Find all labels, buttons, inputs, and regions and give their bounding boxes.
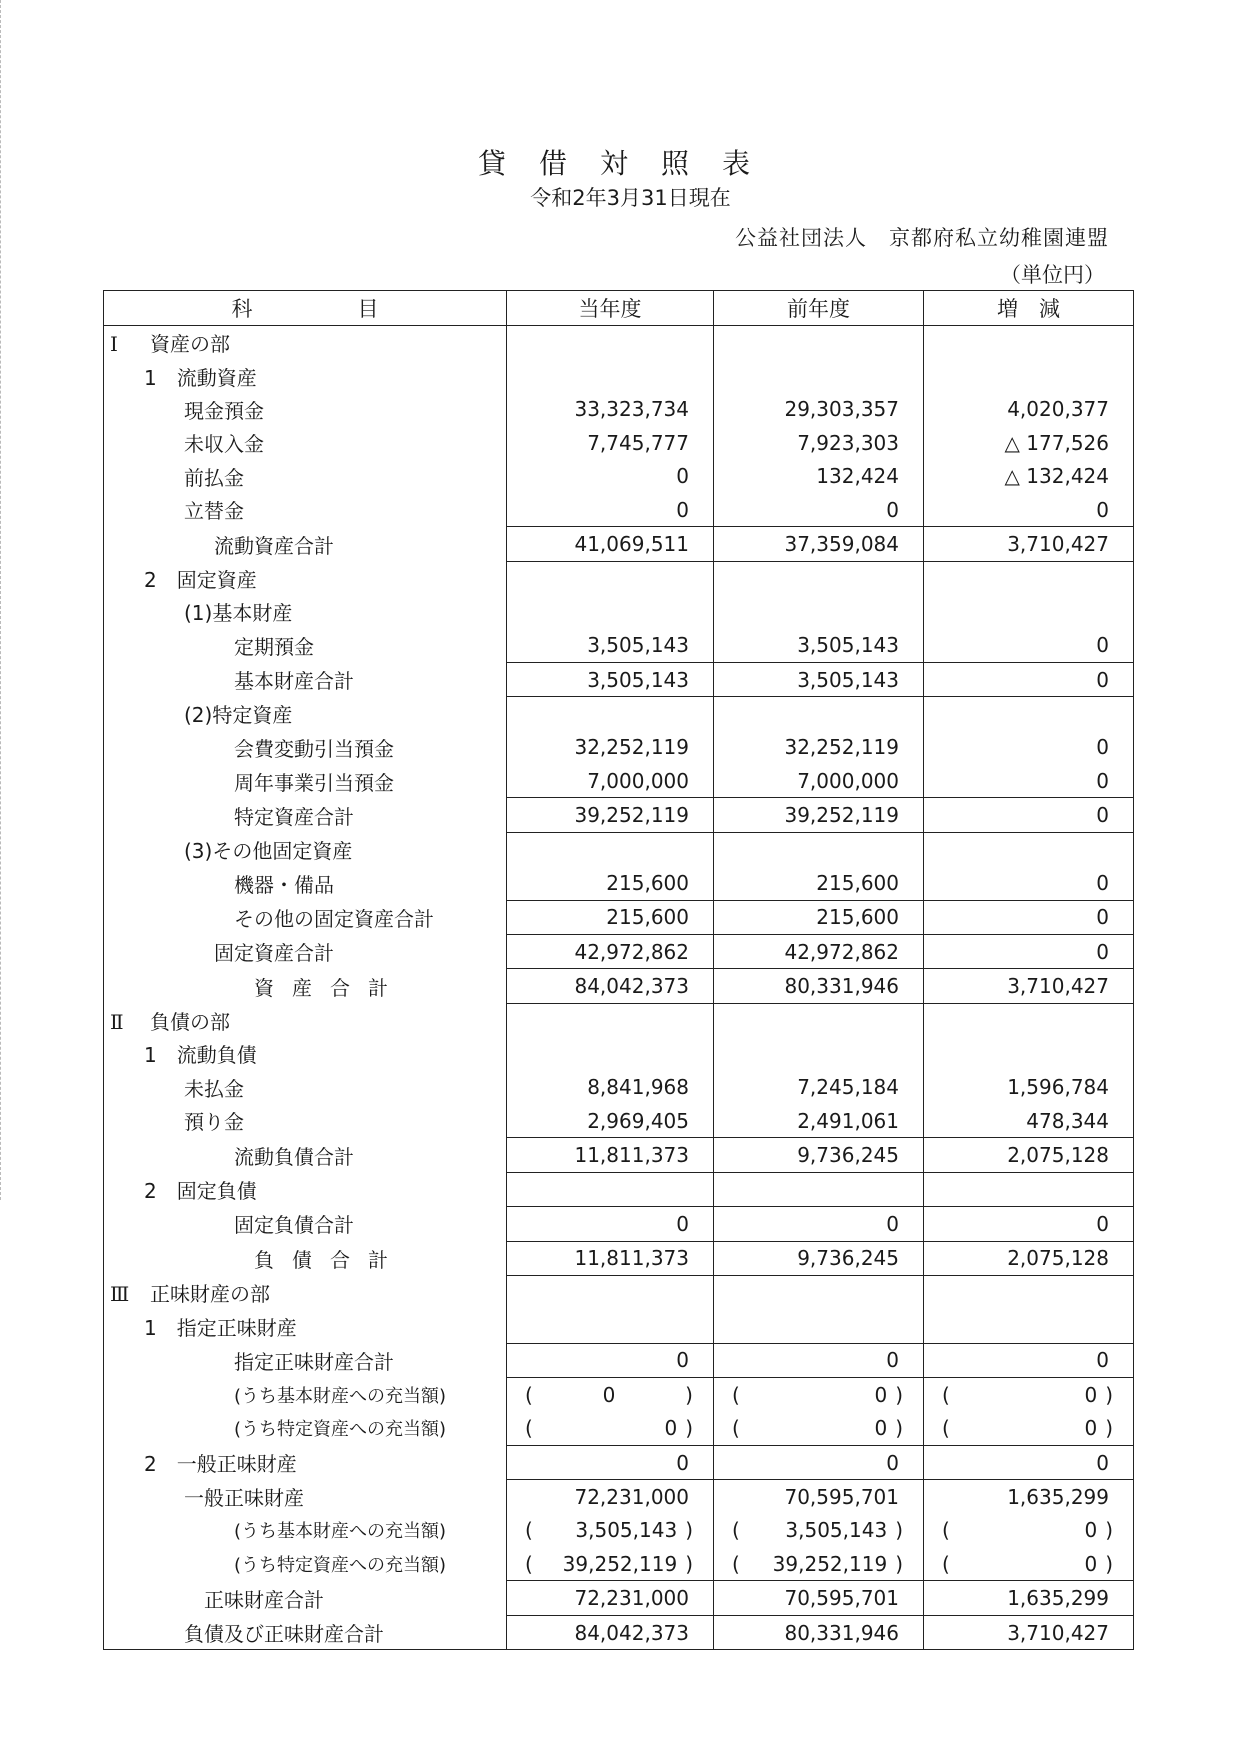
cell-previous: 7,245,184 <box>714 1071 924 1104</box>
paren-value: 0 <box>1084 1551 1098 1576</box>
table-row <box>104 731 1134 764</box>
row-label: (2)特定資産 <box>104 697 507 731</box>
cell-current: 39,252,119 <box>507 798 714 832</box>
cell-change: ( 0 ) <box>924 1412 1134 1446</box>
table-row <box>104 1445 1134 1479</box>
table-row <box>104 1547 1134 1581</box>
table-row <box>104 1104 1134 1138</box>
cell-previous: 0 <box>714 1343 924 1377</box>
table-row-subtotal <box>104 935 1134 969</box>
row-label: 機器・備品 <box>104 866 507 900</box>
row-label: 流動資産合計 <box>104 527 507 561</box>
document-date: 令和2年3月31日現在 <box>530 186 731 210</box>
row-label: (1)基本財産 <box>104 595 507 628</box>
row-label: 1 指定正味財産 <box>104 1309 507 1343</box>
cell-change: 4,020,377 <box>924 393 1134 426</box>
paren-value: 0 <box>664 1416 678 1441</box>
table-row-total <box>104 1615 1134 1649</box>
cell-previous <box>714 697 924 731</box>
table-row <box>104 629 1134 663</box>
cell-current: 41,069,511 <box>507 527 714 561</box>
cell-current: 33,323,734 <box>507 393 714 426</box>
table-row-subtotal <box>104 1138 1134 1172</box>
header-item: 科 目 <box>104 291 507 326</box>
table-header-row <box>104 291 1134 326</box>
cell-previous: ( 0 ) <box>714 1378 924 1412</box>
table-row-total <box>104 1241 1134 1275</box>
cell-current: 11,811,373 <box>507 1241 714 1275</box>
cell-previous: 132,424 <box>714 460 924 493</box>
row-label: 未払金 <box>104 1071 507 1104</box>
section-label: 資産の部 <box>150 332 230 357</box>
cell-current <box>507 1275 714 1309</box>
table-row-subtotal <box>104 527 1134 561</box>
cell-previous: 70,595,701 <box>714 1480 924 1514</box>
cell-current: 11,811,373 <box>507 1138 714 1172</box>
cell-previous <box>714 561 924 595</box>
cell-change: ( 0 ) <box>924 1378 1134 1412</box>
table-row-subtotal <box>104 1207 1134 1241</box>
cell-change: 1,635,299 <box>924 1480 1134 1514</box>
cell-previous: 2,491,061 <box>714 1104 924 1138</box>
cell-previous <box>714 1309 924 1343</box>
table-row <box>104 866 1134 900</box>
row-label: 会費変動引当預金 <box>104 731 507 764</box>
cell-current: 84,042,373 <box>507 1615 714 1649</box>
cell-change: 0 <box>924 662 1134 696</box>
cell-change: 478,344 <box>924 1104 1134 1138</box>
cell-change: 1,596,784 <box>924 1071 1134 1104</box>
cell-change: 0 <box>924 1445 1134 1479</box>
cell-change: 0 <box>924 866 1134 900</box>
header-change: 増 減 <box>924 291 1134 326</box>
cell-previous <box>714 359 924 392</box>
table-row <box>104 697 1134 731</box>
cell-previous <box>714 595 924 628</box>
cell-change: 3,710,427 <box>924 969 1134 1003</box>
cell-previous: ( 0 ) <box>714 1412 924 1446</box>
section-label: 負債の部 <box>150 1009 230 1034</box>
row-label: その他の固定資産合計 <box>104 900 507 934</box>
table-row-subtotal <box>104 798 1134 832</box>
cell-previous: 9,736,245 <box>714 1138 924 1172</box>
cell-current: 2,969,405 <box>507 1104 714 1138</box>
row-label: (3)その他固定資産 <box>104 832 507 866</box>
unit-label: （単位円） <box>1000 263 1105 287</box>
cell-change: 0 <box>924 1207 1134 1241</box>
cell-previous: 39,252,119 <box>714 798 924 832</box>
cell-current <box>507 1003 714 1037</box>
paren-value: 39,252,119 <box>772 1551 888 1576</box>
row-label: 2 固定負債 <box>104 1172 507 1206</box>
cell-current: 3,505,143 <box>507 662 714 696</box>
cell-current: ( 0 ) <box>507 1378 714 1412</box>
cell-current: ( 39,252,119 ) <box>507 1547 714 1581</box>
cell-previous: 215,600 <box>714 900 924 934</box>
cell-change: 1,635,299 <box>924 1581 1134 1615</box>
cell-previous <box>714 1275 924 1309</box>
table-row <box>104 1309 1134 1343</box>
row-label: 2 固定資産 <box>104 561 507 595</box>
cell-current: 84,042,373 <box>507 969 714 1003</box>
cell-change <box>924 1037 1134 1070</box>
cell-change <box>924 697 1134 731</box>
cell-previous: 70,595,701 <box>714 1581 924 1615</box>
row-label: 正味財産合計 <box>104 1581 507 1615</box>
table-row-total <box>104 969 1134 1003</box>
table-row <box>104 426 1134 459</box>
header-current: 当年度 <box>507 291 714 326</box>
table-row <box>104 1514 1134 1547</box>
cell-change: 0 <box>924 764 1134 798</box>
row-label: 流動負債合計 <box>104 1138 507 1172</box>
table-row <box>104 764 1134 798</box>
table-row <box>104 561 1134 595</box>
paren-value: 0 <box>602 1382 616 1407</box>
table-row <box>104 1037 1134 1070</box>
cell-change <box>924 326 1134 360</box>
table-row <box>104 1378 1134 1412</box>
cell-current: 72,231,000 <box>507 1581 714 1615</box>
paren-value: 39,252,119 <box>562 1551 678 1576</box>
table-row-subtotal <box>104 900 1134 934</box>
paren-value: 0 <box>1084 1416 1098 1441</box>
row-label: 固定負債合計 <box>104 1207 507 1241</box>
cell-previous: 7,000,000 <box>714 764 924 798</box>
row-label: 定期預金 <box>104 629 507 663</box>
row-label: 負債及び正味財産合計 <box>104 1615 507 1649</box>
cell-current <box>507 697 714 731</box>
row-label: 固定資産合計 <box>104 935 507 969</box>
row-label: 一般正味財産 <box>104 1480 507 1514</box>
cell-change: 0 <box>924 493 1134 527</box>
cell-change: 0 <box>924 900 1134 934</box>
paren-value: 3,505,143 <box>785 1518 888 1543</box>
cell-previous <box>714 326 924 360</box>
cell-current <box>507 1309 714 1343</box>
cell-change: 2,075,128 <box>924 1241 1134 1275</box>
section-label: 正味財産の部 <box>150 1281 270 1306</box>
row-label: 負債合計 <box>104 1241 507 1275</box>
cell-current: 32,252,119 <box>507 731 714 764</box>
row-label: 2 一般正味財産 <box>104 1445 507 1479</box>
row-label: 資産合計 <box>104 969 507 1003</box>
cell-current: 0 <box>507 1343 714 1377</box>
cell-previous: 7,923,303 <box>714 426 924 459</box>
cell-current: 7,000,000 <box>507 764 714 798</box>
cell-change: ( 0 ) <box>924 1547 1134 1581</box>
cell-current: ( 0 ) <box>507 1412 714 1446</box>
row-label: 立替金 <box>104 493 507 527</box>
cell-change: 3,710,427 <box>924 1615 1134 1649</box>
paren-value: 0 <box>874 1382 888 1407</box>
section-numeral: Ⅰ <box>110 332 118 357</box>
cell-previous: 29,303,357 <box>714 393 924 426</box>
cell-change <box>924 595 1134 628</box>
cell-previous <box>714 832 924 866</box>
cell-change: 0 <box>924 798 1134 832</box>
cell-current: 72,231,000 <box>507 1480 714 1514</box>
row-label: 未収入金 <box>104 426 507 459</box>
paren-value: 0 <box>874 1416 888 1441</box>
paren-value: 0 <box>1084 1518 1098 1543</box>
cell-current: 3,505,143 <box>507 629 714 663</box>
cell-current: 8,841,968 <box>507 1071 714 1104</box>
row-label: 特定資産合計 <box>104 798 507 832</box>
cell-previous <box>714 1037 924 1070</box>
cell-change: △ 132,424 <box>924 460 1134 493</box>
row-label: 前払金 <box>104 460 507 493</box>
cell-change: 0 <box>924 731 1134 764</box>
row-label <box>104 1275 507 1309</box>
row-label: 現金預金 <box>104 393 507 426</box>
table-row <box>104 493 1134 527</box>
cell-previous: ( 39,252,119 ) <box>714 1547 924 1581</box>
table-row <box>104 595 1134 628</box>
cell-previous: 0 <box>714 1207 924 1241</box>
cell-current: 0 <box>507 460 714 493</box>
row-label: (うち基本財産への充当額) <box>104 1514 507 1547</box>
cell-previous: 37,359,084 <box>714 527 924 561</box>
cell-change <box>924 1275 1134 1309</box>
row-label: (うち特定資産への充当額) <box>104 1547 507 1581</box>
cell-change: 0 <box>924 629 1134 663</box>
cell-current <box>507 1037 714 1070</box>
cell-current <box>507 359 714 392</box>
cell-current <box>507 832 714 866</box>
cell-current <box>507 561 714 595</box>
cell-previous: 3,505,143 <box>714 629 924 663</box>
cell-change <box>924 359 1134 392</box>
cell-change: 0 <box>924 1343 1134 1377</box>
section-numeral: Ⅲ <box>110 1281 130 1306</box>
cell-current: 42,972,862 <box>507 935 714 969</box>
cell-previous: 80,331,946 <box>714 1615 924 1649</box>
balance-sheet-table <box>103 290 1134 1650</box>
organization-name: 公益社団法人 京都府私立幼稚園連盟 <box>735 226 1109 250</box>
cell-change <box>924 1003 1134 1037</box>
row-label: 1 流動資産 <box>104 359 507 392</box>
section-numeral: Ⅱ <box>110 1009 124 1034</box>
row-label: 指定正味財産合計 <box>104 1343 507 1377</box>
cell-current: 0 <box>507 493 714 527</box>
cell-previous: 0 <box>714 1445 924 1479</box>
table-row-subtotal <box>104 662 1134 696</box>
cell-change <box>924 561 1134 595</box>
table-row <box>104 832 1134 866</box>
row-label: 基本財産合計 <box>104 662 507 696</box>
table-row <box>104 1003 1134 1037</box>
table-row <box>104 326 1134 360</box>
table-row <box>104 1172 1134 1206</box>
row-label: 預り金 <box>104 1104 507 1138</box>
table-row <box>104 359 1134 392</box>
cell-change: 3,710,427 <box>924 527 1134 561</box>
paren-value: 0 <box>1084 1382 1098 1407</box>
cell-change: ( 0 ) <box>924 1514 1134 1547</box>
cell-previous: 215,600 <box>714 866 924 900</box>
cell-current: 215,600 <box>507 866 714 900</box>
cell-current: 0 <box>507 1445 714 1479</box>
row-label: (うち特定資産への充当額) <box>104 1412 507 1446</box>
row-label <box>104 326 507 360</box>
cell-current: 7,745,777 <box>507 426 714 459</box>
cell-current <box>507 326 714 360</box>
cell-current <box>507 595 714 628</box>
document-title: 貸借対照表 <box>477 147 783 180</box>
row-label: (うち基本財産への充当額) <box>104 1378 507 1412</box>
cell-previous: 0 <box>714 493 924 527</box>
cell-previous: ( 3,505,143 ) <box>714 1514 924 1547</box>
table-row <box>104 393 1134 426</box>
cell-current: 0 <box>507 1207 714 1241</box>
table-row <box>104 1275 1134 1309</box>
row-label <box>104 1003 507 1037</box>
cell-change: △ 177,526 <box>924 426 1134 459</box>
cell-current: ( 3,505,143 ) <box>507 1514 714 1547</box>
table-row <box>104 1071 1134 1104</box>
table-row <box>104 1480 1134 1514</box>
table-row-subtotal <box>104 1581 1134 1615</box>
cell-previous: 32,252,119 <box>714 731 924 764</box>
table-row <box>104 1412 1134 1446</box>
cell-previous <box>714 1003 924 1037</box>
cell-previous: 42,972,862 <box>714 935 924 969</box>
cell-change <box>924 1172 1134 1206</box>
cell-change: 0 <box>924 935 1134 969</box>
cell-current <box>507 1172 714 1206</box>
cell-previous: 80,331,946 <box>714 969 924 1003</box>
row-label: 周年事業引当預金 <box>104 764 507 798</box>
cell-previous: 9,736,245 <box>714 1241 924 1275</box>
cell-change <box>924 1309 1134 1343</box>
table-row-subtotal <box>104 1343 1134 1377</box>
cell-previous: 3,505,143 <box>714 662 924 696</box>
table-row <box>104 460 1134 493</box>
header-previous: 前年度 <box>714 291 924 326</box>
paren-value: 3,505,143 <box>575 1518 678 1543</box>
cell-previous <box>714 1172 924 1206</box>
cell-change: 2,075,128 <box>924 1138 1134 1172</box>
cell-change <box>924 832 1134 866</box>
cell-current: 215,600 <box>507 900 714 934</box>
row-label: 1 流動負債 <box>104 1037 507 1070</box>
